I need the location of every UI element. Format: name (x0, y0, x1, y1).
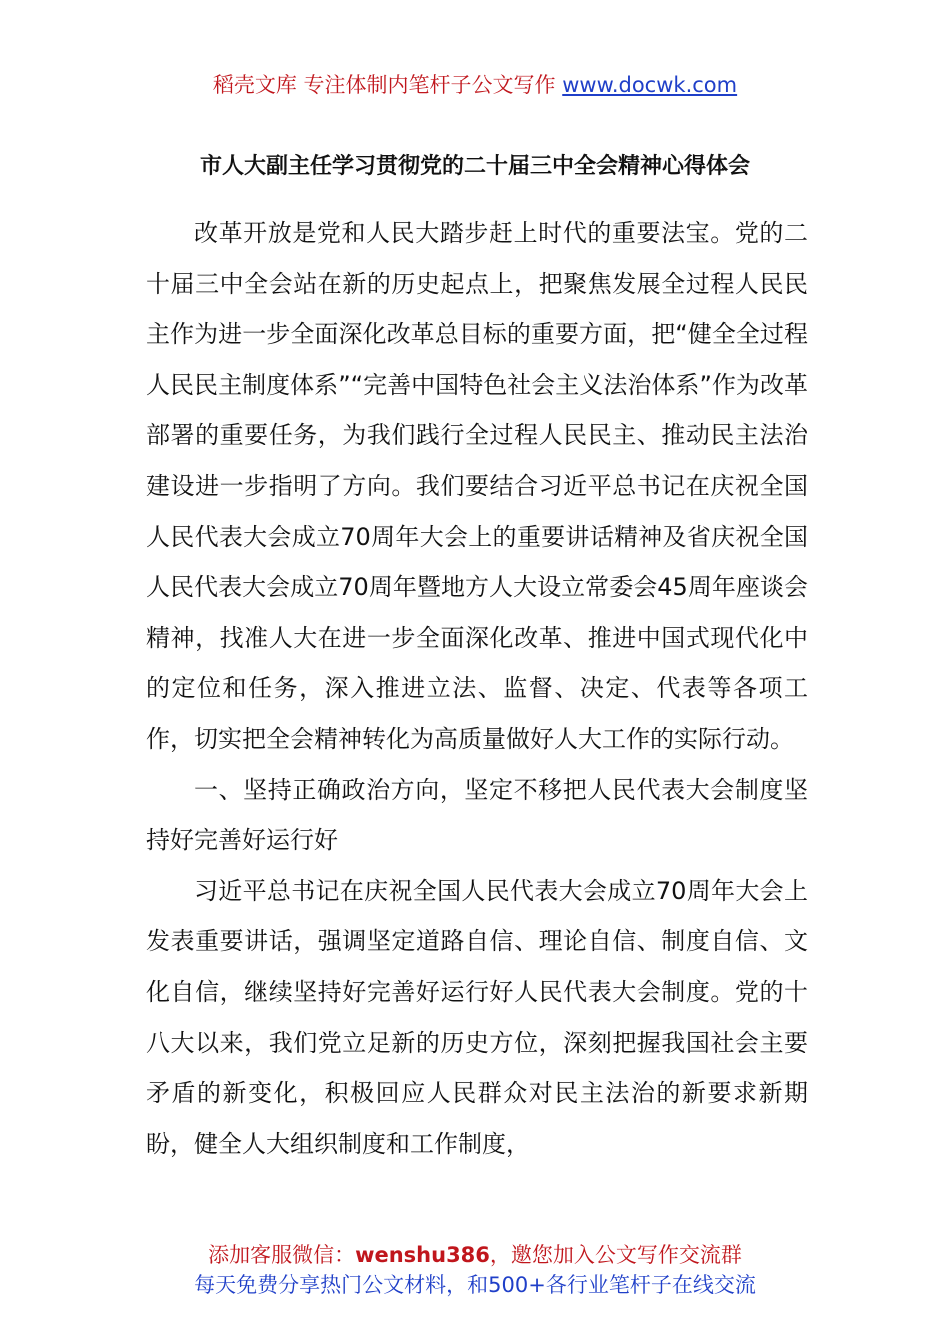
footer-suffix: ，邀您加入公文写作交流群 (489, 1243, 742, 1267)
paragraph-intro: 改革开放是党和人民大踏步赶上时代的重要法宝。党的二十届三中全会站在新的历史起点上，把聚焦发展全过程人民民主作为进一步全面深化改革总目标的重要方面，把“健全全过程人民民主制度体系”“完善中国特色社会主义法治体系”作为改革部署的重要任务，为我们践行全过程人民民主、推动民主法治建设进一步指明了方向。我们要结合习近平总书记在庆祝全国人民代表大会成立70周年大会上的重要讲话精神及省庆祝全国人民代表大会成立70周年暨地方人大设立常委会45周年座谈会精神，找准人大在进一步全面深化改革、推进中国式现代化中的定位和任务，深入推进立法、监督、决定、代表等各项工作，切实把全会精神转化为高质量做好人大工作的实际行动。 (146, 219, 808, 753)
wechat-id: wenshu386 (355, 1243, 490, 1267)
document-body (146, 208, 808, 1169)
section-heading-1: 一、坚持正确政治方向，坚定不移把人民代表大会制度坚持好完善好运行好 (146, 775, 808, 855)
website-link[interactable]: www.docwk.com (562, 73, 738, 97)
brand-text: 稻壳文库 专注体制内笔杆子公文写作 (212, 73, 563, 97)
footer-contact-line (0, 1240, 950, 1270)
footer-promo-line: 每天免费分享热门公文材料，和500+各行业笔杆子在线交流 (194, 1273, 756, 1297)
header-banner (0, 70, 950, 100)
footer-banner (0, 1240, 950, 1300)
paragraph-section-1: 习近平总书记在庆祝全国人民代表大会成立70周年大会上发表重要讲话，强调坚定道路自信、理论自信、制度自信、文化自信，继续坚持好完善好运行好人民代表大会制度。党的十八大以来，我们党立足新的历史方位，深刻把握我国社会主要矛盾的新变化，积极回应人民群众对民主法治的新要求新期盼，健全人大组织制度和工作制度， (146, 876, 808, 1158)
document-title: 市人大副主任学习贯彻党的二十届三中全会精神心得体会 (199, 154, 750, 179)
footer-prefix: 添加客服微信： (208, 1243, 356, 1267)
